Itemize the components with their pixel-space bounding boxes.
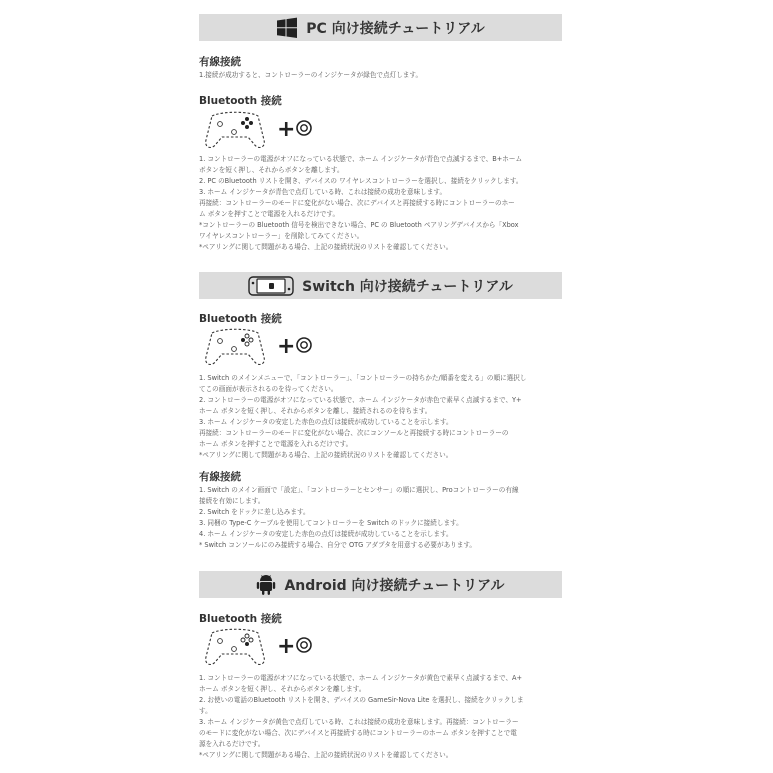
plus-sign: + (277, 117, 296, 142)
plus-sign: + (277, 634, 296, 659)
switch-pairing-illustration (200, 327, 320, 367)
instruction-line: 2. お使いの電話のBluetooth リストを開き、デバイスの GameSir-Nova Lite を選択し、接続をクリックしま (199, 696, 524, 704)
instruction-line: 4. ホーム インジケータの安定した赤色の点灯は接続が成功していることを示します。 (199, 530, 453, 538)
switch-bluetooth-instructions (199, 373, 564, 461)
gamepad-outline-icon (206, 329, 265, 364)
instruction-line: 1. Switch のメイン画面で「設定」、「コントローラーとセンサー」の順に選択し、Proコントローラーの有線 (199, 486, 519, 494)
home-button-icon (297, 338, 311, 352)
instruction-line: 3. ホーム インジケータの安定した赤色の点灯は接続が成功していることを示します。 (199, 418, 453, 426)
instruction-line: ボタンを短く押し、それからボタンを離します。 (199, 166, 344, 174)
instruction-line: *コントローラーの Bluetooth 信号を検出できない場合、PC の Bluetooth ペアリングデバイスから「Xbox (199, 221, 519, 229)
instruction-line: ム ボタンを押すことで電源を入れるだけです。 (199, 210, 340, 218)
instruction-line: * Switch コンソールにのみ接続する場合、自分で OTG アダプタを用意する必要があります。 (199, 541, 477, 549)
pc-pairing-illustration (200, 110, 320, 150)
android-robot-icon (256, 574, 276, 596)
home-button-icon (297, 121, 311, 135)
android-section-banner (199, 571, 562, 598)
nintendo-switch-console-icon (248, 275, 294, 297)
pc-wired-heading: 有線接続 (199, 56, 241, 68)
instruction-line: 1. コントローラーの電源がオフになっている状態で、ホーム インジケータが青色で点滅するまで、B+ホーム (199, 155, 523, 163)
home-button-icon (297, 638, 311, 652)
pc-wired-instructions (199, 70, 564, 81)
instruction-line: す。 (199, 707, 212, 715)
switch-wired-heading: 有線接続 (199, 471, 241, 483)
pc-bluetooth-heading: Bluetooth 接続 (199, 95, 282, 107)
switch-section-banner (199, 272, 562, 299)
instruction-line: 3. 同梱の Type-C ケーブルを使用してコントローラーを Switch のドックに接続します。 (199, 519, 463, 527)
switch-bluetooth-heading: Bluetooth 接続 (199, 313, 282, 325)
instruction-line: ホーム ボタンを短く押し、それからボタンを離し、接続されるのを待ちます。 (199, 407, 432, 415)
plus-sign: + (277, 334, 296, 359)
instruction-line: ホーム ボタンを短く押し、それからボタンを離します。 (199, 685, 366, 693)
gamepad-outline-icon (206, 112, 265, 147)
pc-section-banner (199, 14, 562, 41)
android-section-title: Android 向け接続チュートリアル (284, 577, 505, 594)
instruction-line: 1. Switch のメインメニューで、「コントローラー」、「コントローラーの持ちかた/順番を変える」の順に選択し (199, 374, 527, 382)
instruction-line: 接続を有効にします。 (199, 497, 265, 505)
instruction-line: ワイヤレスコントローラー」を削除してみてください。 (199, 232, 364, 240)
android-pairing-illustration (200, 627, 320, 667)
instruction-line: ホーム ボタンを押すことで電源を入れるだけです。 (199, 440, 353, 448)
instruction-line: 2. コントローラーの電源がオフになっている状態で、ホーム インジケータが赤色で素早く点滅するまで、Y+ (199, 396, 522, 404)
windows-logo-icon (276, 17, 298, 39)
instruction-line: 再接続：コントローラーのモードに変化がない場合、次にコンソールと再接続する時にコントローラーの (199, 429, 509, 437)
instruction-line: *ペアリングに関して問題がある場合、上記の接続状況のリストを確認してください。 (199, 451, 453, 459)
pc-section-title: PC 向け接続チュートリアル (306, 20, 485, 37)
instruction-line: 2. Switch をドックに差し込みます。 (199, 508, 310, 516)
switch-section-title: Switch 向け接続チュートリアル (302, 278, 513, 295)
instruction-line: 1.接続が成功すると、コントローラーのインジケータが緑色で点灯します。 (199, 71, 423, 79)
instruction-line: *ペアリングに関して問題がある場合、上記の接続状況のリストを確認してください。 (199, 243, 453, 251)
instruction-line: てこの画面が表示されるのを待ってください。 (199, 385, 338, 393)
switch-wired-instructions (199, 485, 564, 551)
android-bluetooth-heading: Bluetooth 接続 (199, 613, 282, 625)
instruction-line: のモードに変化がない場合、次にデバイスと再接続する時にコントローラーのホーム ボタンを押すことで電 (199, 729, 517, 737)
android-bluetooth-instructions (199, 673, 564, 761)
instruction-line: 再接続：コントローラーのモードに変化がない場合、次にデバイスと再接続する時にコントローラーのホー (199, 199, 515, 207)
pc-bluetooth-instructions (199, 154, 564, 253)
instruction-line: 2. PC のBluetooth リストを開き、デバイスの ワイヤレスコントローラーを選択し、接続をクリックします。 (199, 177, 523, 185)
instruction-line: 1. コントローラーの電源がオフになっている状態で、ホーム インジケータが黄色で素早く点滅するまで、A+ (199, 674, 523, 682)
instruction-line: 3. ホーム インジケータが青色で点灯している時、これは接続の成功を意味します。 (199, 188, 447, 196)
instruction-line: *ペアリングに関して問題がある場合、上記の接続状況のリストを確認してください。 (199, 751, 453, 759)
gamepad-outline-icon (206, 629, 265, 664)
instruction-line: 源を入れるだけです。 (199, 740, 265, 748)
instruction-line: 3. ホーム インジケータが黄色で点灯している時、これは接続の成功を意味します。再接続：コントローラー (199, 718, 519, 726)
